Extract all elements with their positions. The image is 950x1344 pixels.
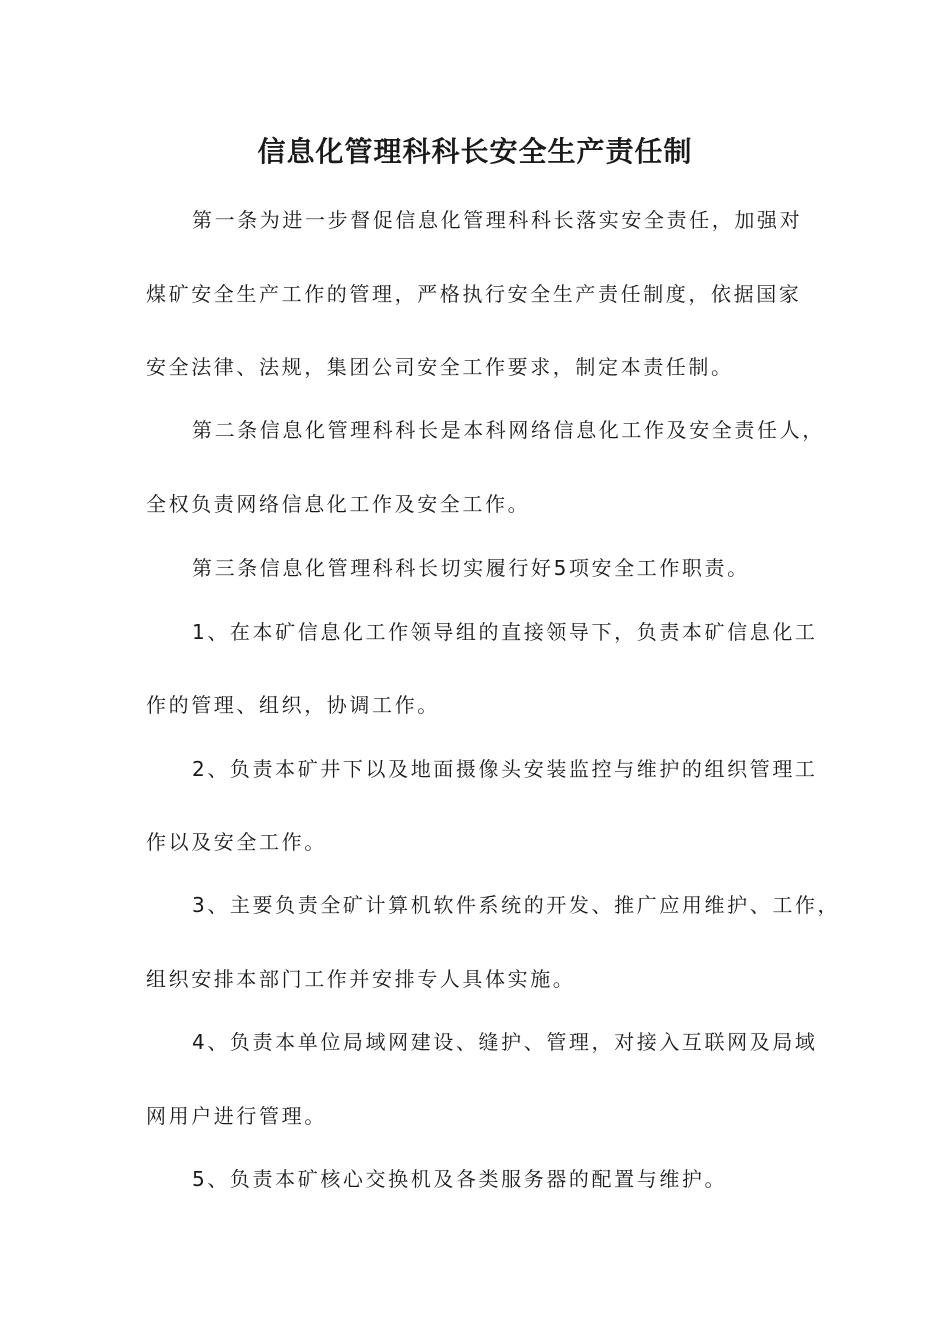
paragraph-line: 第三条信息化管理科科长切实履行好5项安全工作职责。 xyxy=(192,556,750,580)
paragraph-line: 安全法律、法规，集团公司安全工作要求，制定本责任制。 xyxy=(146,355,734,379)
paragraph-line: 煤矿安全生产工作的管理，严格执行安全生产责任制度，依据国家 xyxy=(146,282,802,306)
paragraph-line: 2、负责本矿井下以及地面摄像头安装监控与维护的组织管理工 xyxy=(192,757,818,781)
document-title: 信息化管理科科长安全生产责任制 xyxy=(257,135,693,168)
paragraph-line: 5、负责本矿核心交换机及各类服务器的配置与维护。 xyxy=(192,1167,728,1191)
paragraph-line: 第一条为进一步督促信息化管理科科长落实安全责任，加强对 xyxy=(192,208,803,232)
paragraph-line: 作的管理、组织，协调工作。 xyxy=(146,693,440,717)
paragraph-line: 3、主要负责全矿计算机软件系统的开发、推广应用维护、工作， xyxy=(192,893,841,917)
paragraph-line: 组织安排本部门工作并安排专人具体实施。 xyxy=(146,967,576,991)
paragraph-line: 网用户进行管理。 xyxy=(146,1104,327,1128)
paragraph-line: 1、在本矿信息化工作领导组的直接领导下，负责本矿信息化工 xyxy=(192,620,818,644)
paragraph-line: 4、负责本单位局域网建设、缝护、管理，对接入互联网及局域 xyxy=(192,1030,818,1054)
paragraph-line: 第二条信息化管理科科长是本科网络信息化工作及安全责任人， xyxy=(192,418,825,442)
paragraph-line: 全权负责网络信息化工作及安全工作。 xyxy=(146,492,531,516)
paragraph-line: 作以及安全工作。 xyxy=(146,830,327,854)
